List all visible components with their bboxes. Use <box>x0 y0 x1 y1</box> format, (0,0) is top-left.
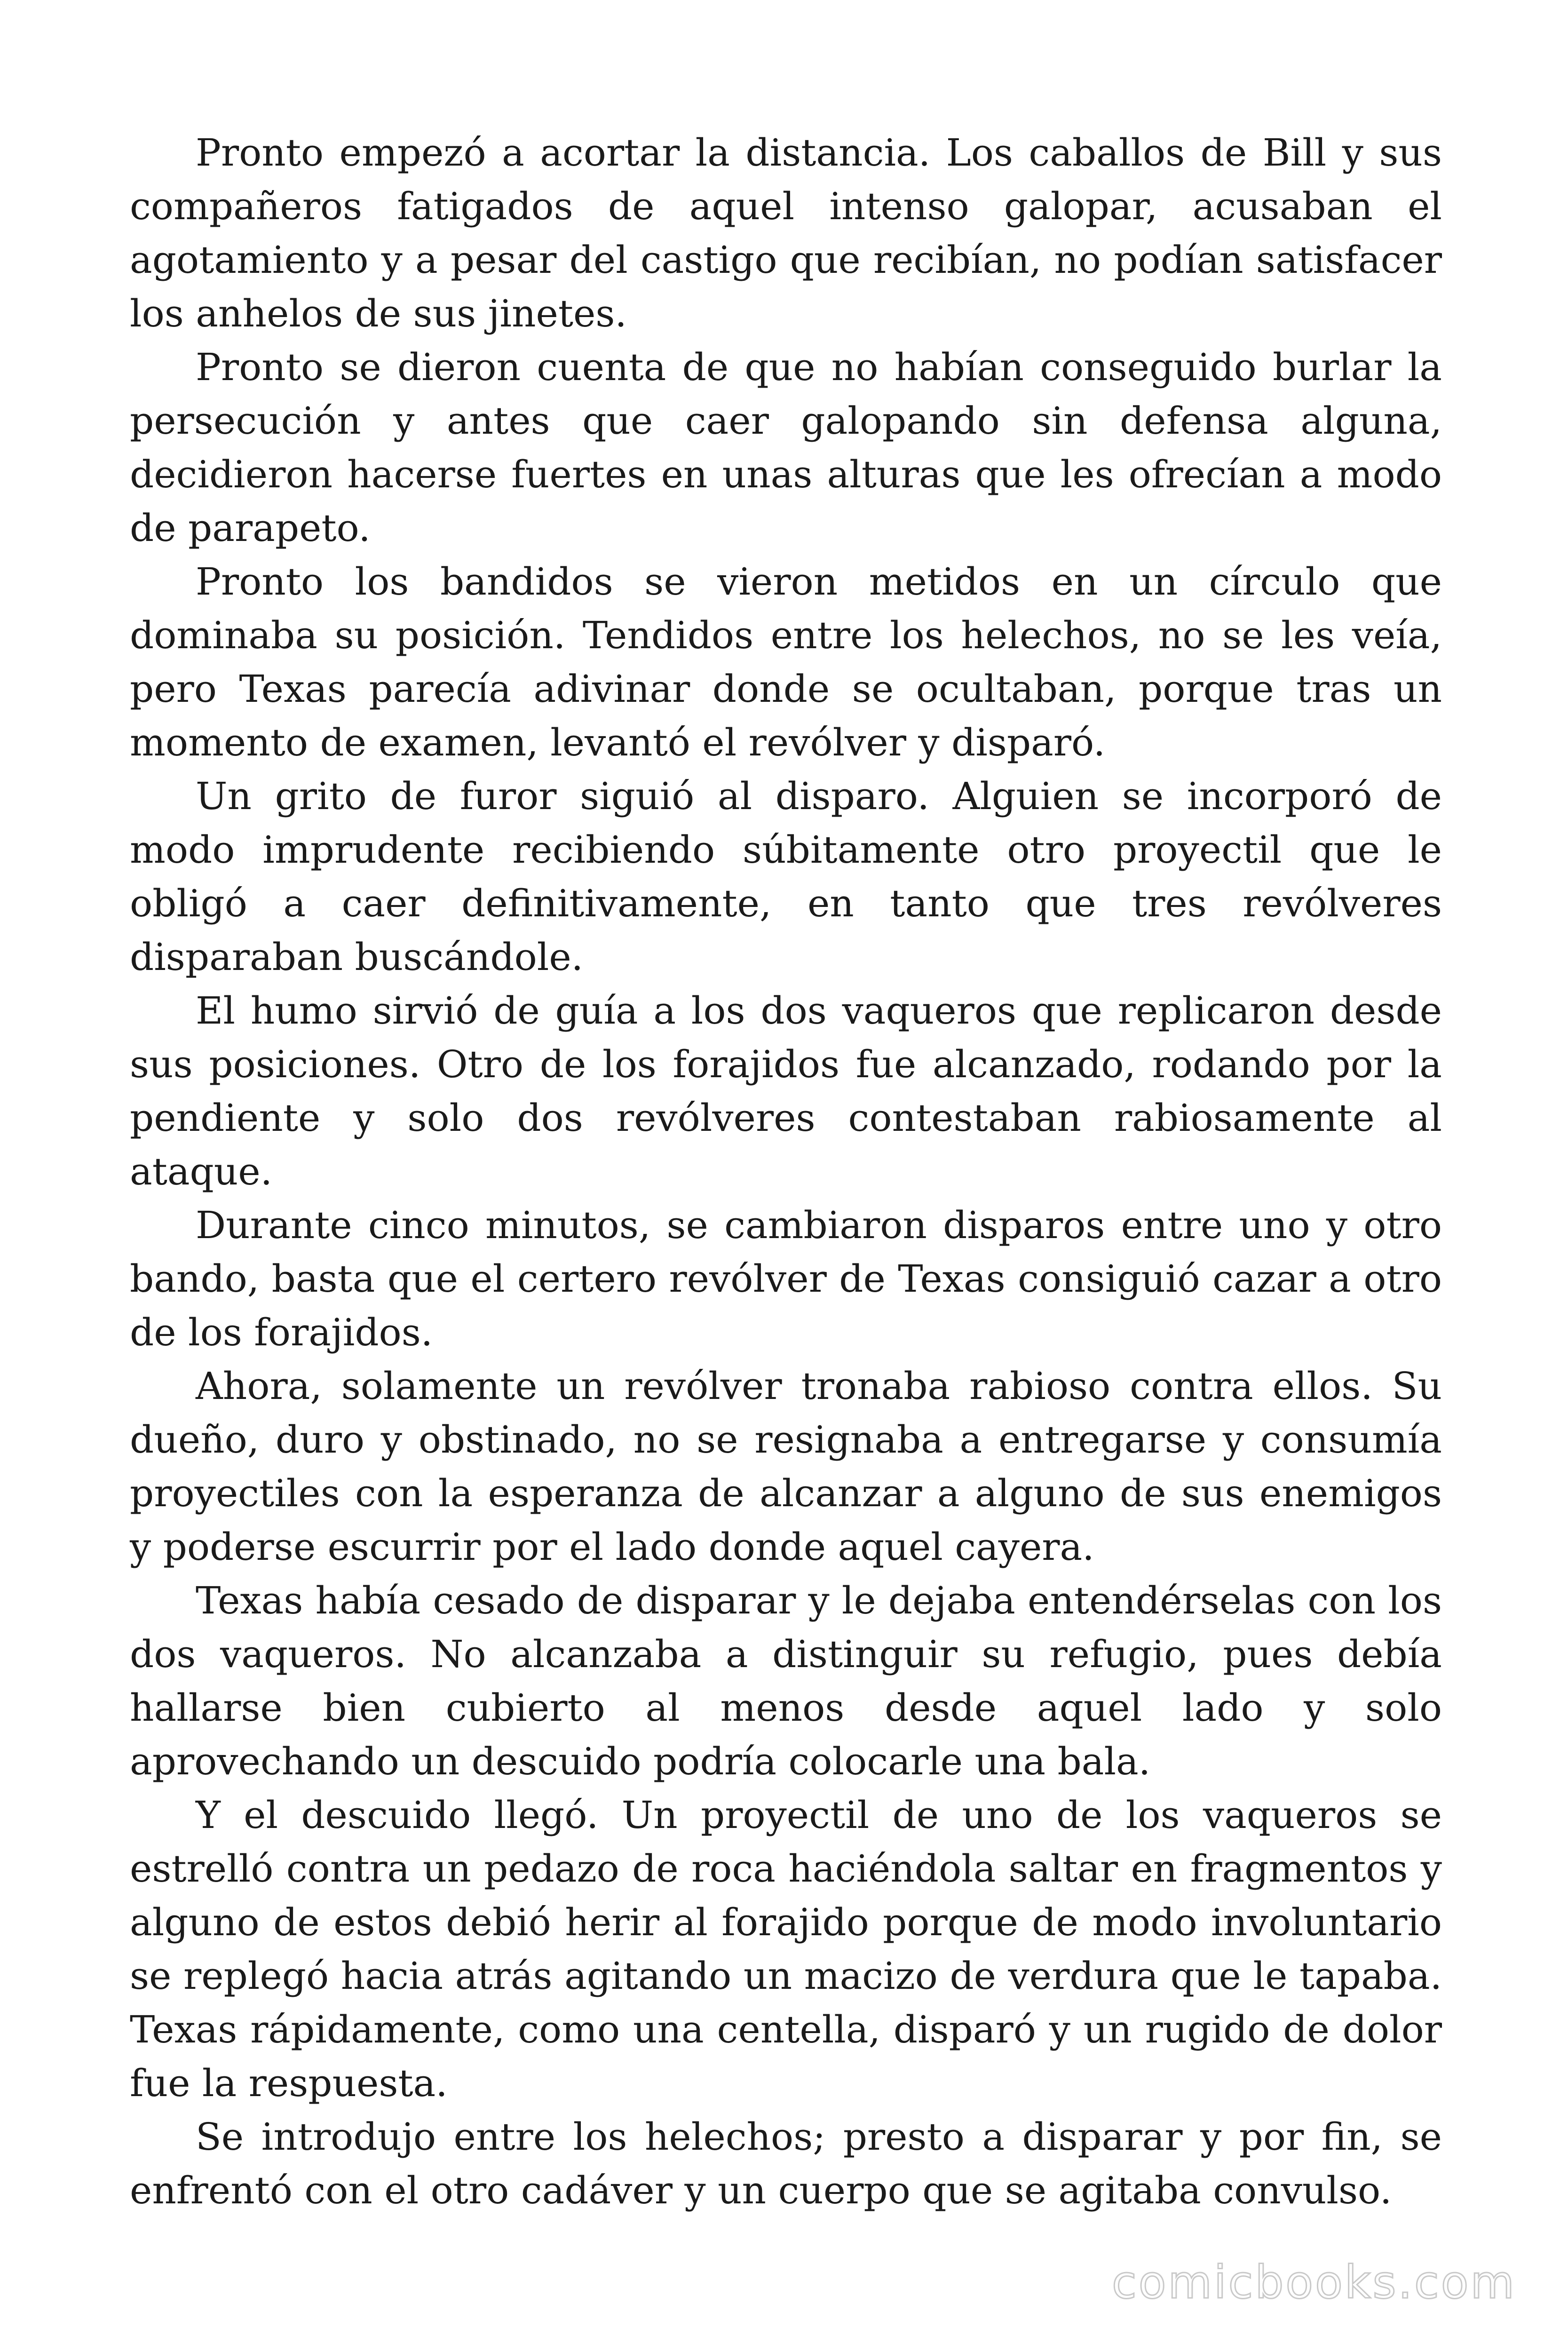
page-body <box>130 126 1442 2217</box>
paragraph-1: Pronto empezó a acortar la distancia. Los caballos de Bill y sus compañeros fatigados de aquel intenso galopar, acusaban el agotamiento y a pesar del castigo que recibían, no podían satisfacer los anhelos de sus jinetes. <box>130 131 1442 335</box>
paragraph-2: Pronto se dieron cuenta de que no habían conseguido burlar la persecución y antes que caer galopando sin defensa alguna, decidieron hacerse fuertes en unas alturas que les ofrecían a modo de parapeto. <box>130 345 1442 550</box>
paragraph-6: Durante cinco minutos, se cambiaron disparos entre uno y otro bando, basta que el certero revólver de Texas consiguió cazar a otro de los forajidos. <box>130 1203 1442 1354</box>
paragraph-5: El humo sirvió de guía a los dos vaqueros que replicaron desde sus posiciones. Otro de los forajidos fue alcanzado, rodando por la pendiente y solo dos revólveres contestaban rabiosamente al ataque. <box>130 989 1442 1193</box>
watermark: comicbooks.com <box>1111 2256 1516 2309</box>
paragraph-3: Pronto los bandidos se vieron metidos en un círculo que dominaba su posición. Tendidos entre los helechos, no se les veía, pero Texas parecía adivinar donde se ocultaban, porque tras un momento de examen, levantó el revólver y disparó. <box>130 560 1442 764</box>
paragraph-10: Se introdujo entre los helechos; presto a disparar y por fin, se enfrentó con el otro cadáver y un cuerpo que se agitaba convulso. <box>130 2115 1442 2212</box>
paragraph-7: Ahora, solamente un revólver tronaba rabioso contra ellos. Su dueño, duro y obstinado, no se resignaba a entregarse y consumía proyectiles con la esperanza de alcanzar a alguno de sus enemigos y poderse escurrir por el lado donde aquel cayera. <box>130 1364 1442 1569</box>
paragraph-9: Y el descuido llegó. Un proyectil de uno de los vaqueros se estrelló contra un pedazo de roca haciéndola saltar en fragmentos y alguno de estos debió herir al forajido porque de modo involuntario se replegó hacia atrás agitando un macizo de verdura que le tapaba. Texas rápidamente, como una centella, disparó y un rugido de dolor fue la respuesta. <box>130 1793 1442 2105</box>
paragraph-8: Texas había cesado de disparar y le dejaba entendérselas con los dos vaqueros. No alcanzaba a distinguir su refugio, pues debía hallarse bien cubierto al menos desde aquel lado y solo aprovechando un descuido podría colocarle una bala. <box>130 1579 1442 1783</box>
paragraph-4: Un grito de furor siguió al disparo. Alguien se incorporó de modo imprudente recibiendo súbitamente otro proyectil que le obligó a caer definitivamente, en tanto que tres revólveres disparaban buscándole. <box>130 774 1442 979</box>
